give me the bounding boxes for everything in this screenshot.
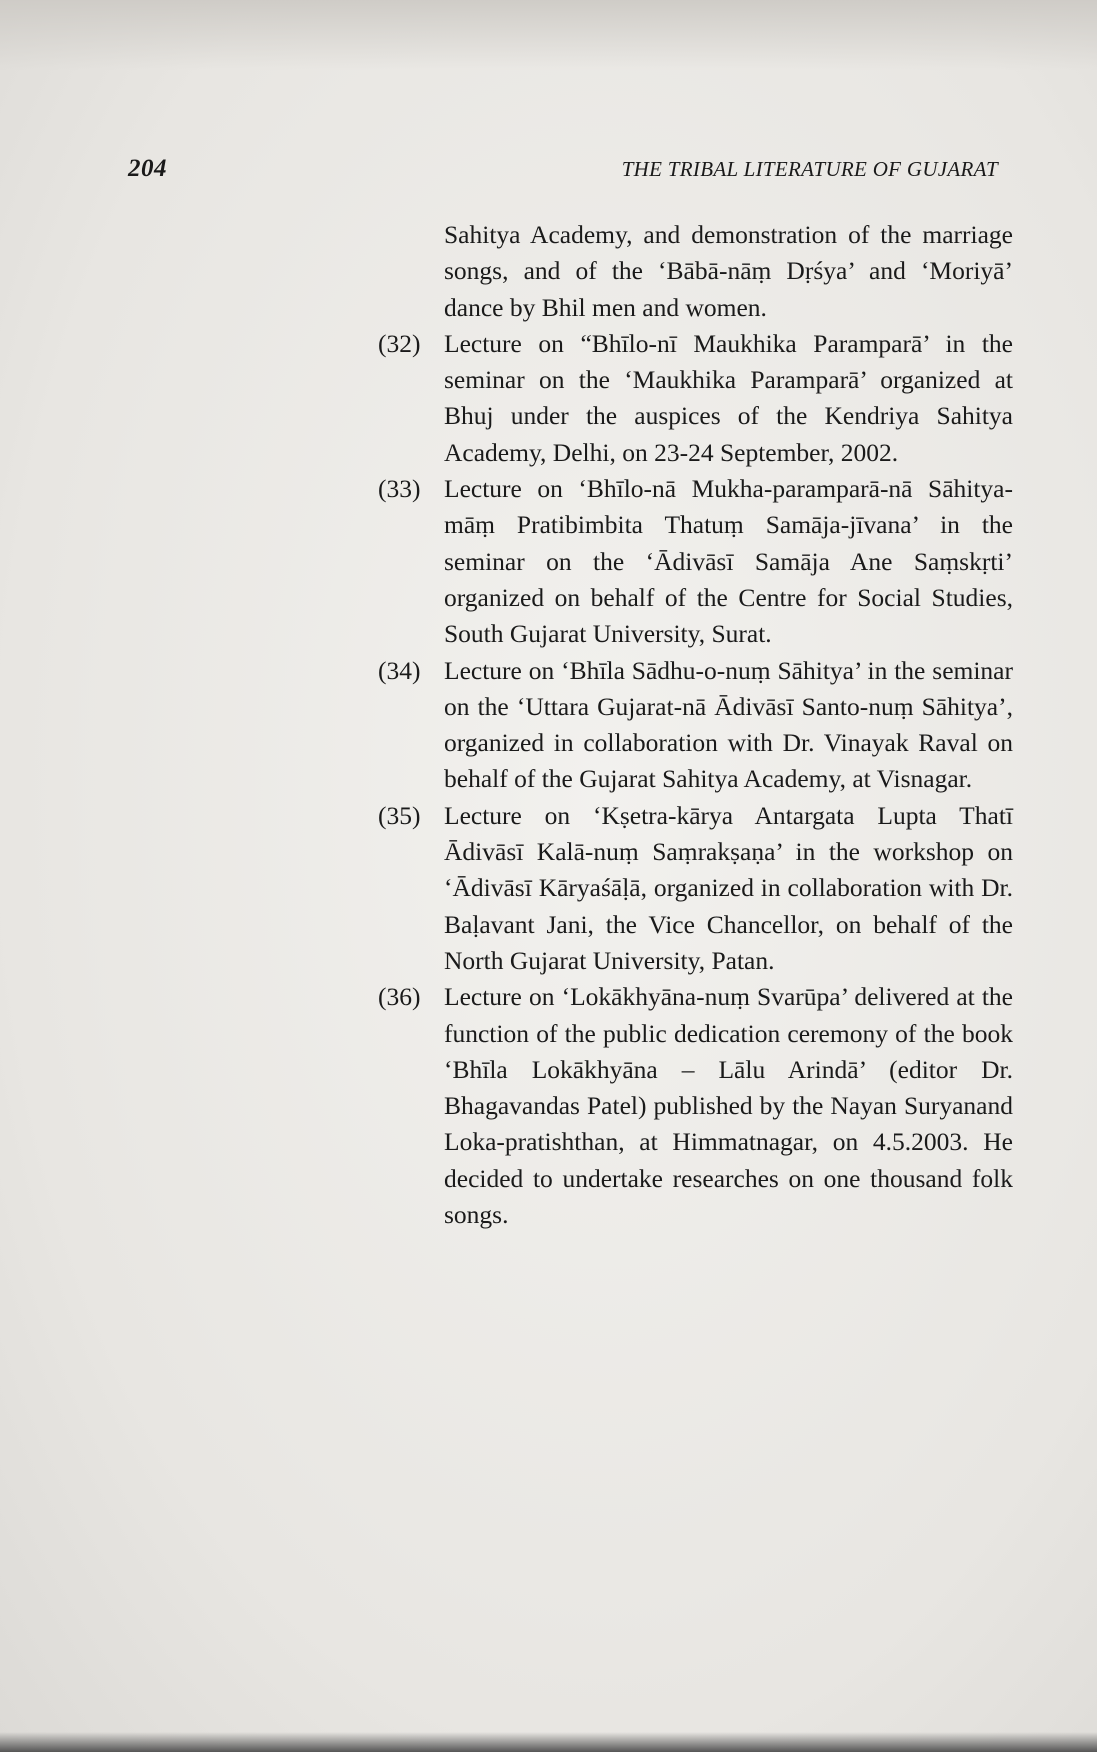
list-item-34	[378, 653, 1013, 798]
list-item-33	[378, 471, 1013, 652]
entry-number: (36)	[378, 982, 421, 1012]
entry-text: Lecture on ‘Bhīla Sādhu-o-nuṃ Sāhitya’ in the seminar on the ‘Uttara Gujarat-nā Ādivāsī Santo-nuṃ Sāhitya’, organized in collaboration with Dr. Vinayak Raval on behalf of the Gujarat Sahitya Academy, at Visnagar.	[444, 655, 1013, 794]
entry-number: (34)	[378, 655, 421, 685]
body-text	[378, 217, 1013, 1233]
list-item-36	[378, 979, 1013, 1233]
entry-text: Lecture on “Bhīlo-nī Maukhika Paramparā’ in the seminar on the ‘Maukhika Paramparā’ organized at Bhuj under the auspices of the Kendriya Sahitya Academy, Delhi, on 23-24 September, 2002.	[444, 328, 1013, 467]
intro-paragraph	[378, 217, 1013, 326]
page-top-shadow	[0, 0, 1097, 70]
entry-text: Lecture on ‘Bhīlo-nā Mukha-paramparā-nā Sāhitya-māṃ Pratibimbita Thatuṃ Samāja-jīvana’ in the seminar on the ‘Ādivāsī Samāja Ane Saṃskṛti’ organized on behalf of the Centre for Social Studies, South Gujarat University, Surat.	[444, 474, 1013, 649]
intro-text: Sahitya Academy, and demonstration of the marriage songs, and of the ‘Bābā-nāṃ Dṛśya’ and ‘Moriyā’ dance by Bhil men and women.	[444, 220, 1013, 322]
entry-text: Lecture on ‘Kṣetra-kārya Antargata Lupta Thatī Ādivāsī Kalā-nuṃ Saṃrakṣaṇa’ in the workshop on ‘Ādivāsī Kāryaśāḷā, organized in collaboration with Dr. Baḷavant Jani, the Vice Chancellor, on behalf of the North Gujarat University, Patan.	[444, 800, 1013, 975]
entry-number: (33)	[378, 474, 421, 504]
entry-number: (35)	[378, 800, 421, 830]
list-item-35	[378, 798, 1013, 979]
page-number: 204	[128, 155, 167, 182]
running-head	[128, 155, 998, 191]
running-title: THE TRIBAL LITERATURE OF GUJARAT	[621, 157, 998, 181]
entry-text: Lecture on ‘Lokākhyāna-nuṃ Svarūpa’ delivered at the function of the public dedication ceremony of the book ‘Bhīla Lokākhyāna – Lālu Arindā’ (editor Dr. Bhagavandas Patel) published by the Nayan Suryanand Loka-pratishthan, at Himmatnagar, on 4.5.2003. He decided to undertake researches on one thousand folk songs.	[444, 982, 1013, 1230]
list-item-32	[378, 326, 1013, 471]
page-bottom-edge	[0, 1732, 1097, 1752]
entry-number: (32)	[378, 328, 421, 358]
